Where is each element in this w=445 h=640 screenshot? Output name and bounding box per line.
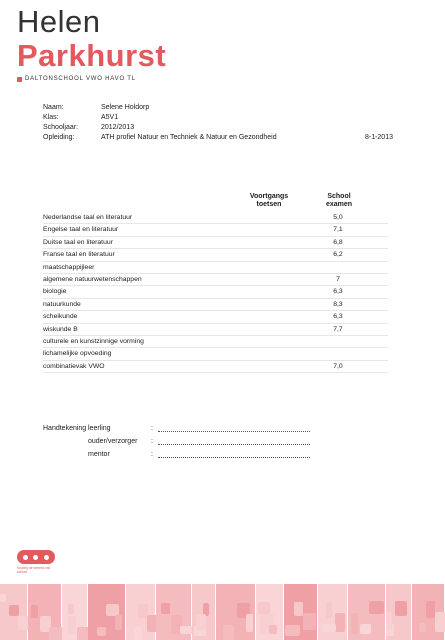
info-row (43, 103, 393, 113)
subject-name: biologie (43, 288, 67, 296)
table-row (43, 262, 388, 274)
dalton-dots-logo (17, 550, 55, 564)
table-row (43, 299, 388, 311)
school-grade: 6,3 (333, 288, 343, 296)
subtitle-text: DALTONSCHOOL VWO HAVO TL (25, 76, 136, 82)
signature-line (158, 431, 310, 432)
photo-strip (0, 576, 445, 640)
table-row (43, 311, 388, 323)
dot-icon (44, 555, 49, 560)
table-row (43, 324, 388, 336)
photo-thumbnail (386, 584, 412, 640)
signature-role: ouder/verzorger (88, 438, 138, 445)
info-row (43, 123, 393, 133)
logo-parkhurst: Parkhurst (17, 38, 167, 73)
school-subtitle (17, 76, 136, 82)
info-value: 2012/2013 (101, 124, 135, 131)
info-row (43, 113, 393, 123)
signature-section (43, 422, 323, 461)
logo-caption: Voorbij de wereld van school (17, 566, 51, 574)
table-row (43, 286, 388, 298)
table-row (43, 274, 388, 286)
school-grade: 5,0 (333, 214, 343, 221)
signature-role: leerling (88, 425, 111, 432)
subject-name: wiskunde B (43, 325, 78, 333)
photo-thumbnail (192, 584, 216, 640)
signature-row (43, 448, 323, 461)
school-grade: 7,7 (333, 325, 343, 333)
student-info (43, 103, 393, 143)
signature-title: Handtekening (43, 425, 87, 432)
subject-name: combinatievak VWO (43, 362, 105, 370)
signature-line (158, 457, 310, 458)
photo-thumbnail (156, 584, 192, 640)
table-row (43, 224, 388, 236)
signature-line (158, 444, 310, 445)
subject-name: culturele en kunstzinnige vorming (43, 337, 144, 345)
info-value: A5V1 (101, 114, 119, 121)
subject-name: Nederlandse taal en literatuur (43, 214, 133, 221)
table-row (43, 361, 388, 373)
photo-thumbnail (412, 584, 445, 640)
photo-thumbnail (318, 584, 348, 640)
info-value: ATH profiel Natuur en Techniek & Natuur en Gezondheid (101, 134, 277, 141)
signature-row (43, 435, 323, 448)
photo-thumbnail (348, 584, 386, 640)
photo-thumbnail (284, 584, 318, 640)
info-label: Opleiding: (43, 134, 75, 141)
photo-thumbnail (28, 584, 62, 640)
info-label: Klas: (43, 114, 59, 121)
subject-name: Duitse taal en literatuur (43, 238, 113, 246)
info-value: Selene Holdorp (101, 104, 150, 111)
signature-colon: : (151, 425, 153, 432)
photo-thumbnail (88, 584, 126, 640)
header-voortgangstoetsen: Voortgangs toetsen (249, 193, 289, 208)
table-row (43, 348, 388, 360)
signature-role: mentor (88, 451, 110, 458)
school-grade: 6,2 (333, 251, 343, 259)
table-row (43, 249, 388, 261)
table-row (43, 336, 388, 348)
school-grade: 6,8 (333, 238, 343, 246)
report-date: 8-1-2013 (364, 134, 393, 141)
info-label: Naam: (43, 104, 64, 111)
school-grade: 7,0 (333, 362, 343, 370)
subject-name: scheikunde (43, 313, 78, 321)
school-grade: 7 (336, 275, 340, 283)
subject-name: natuurkunde (43, 300, 81, 308)
square-bullet-icon (17, 77, 22, 82)
school-grade: 6,3 (333, 313, 343, 321)
photo-thumbnail (62, 584, 88, 640)
photo-thumbnail (126, 584, 156, 640)
info-row (43, 133, 393, 143)
dot-icon (23, 555, 28, 560)
subject-name: algemene natuurwetenschappen (43, 275, 142, 283)
subject-name: maatschappijleer (43, 263, 95, 271)
header-schoolexamen: School examen (325, 193, 353, 208)
subject-name: Franse taal en literatuur (43, 251, 115, 259)
dot-icon (33, 555, 38, 560)
signature-colon: : (151, 451, 153, 458)
photo-thumbnail (216, 584, 256, 640)
photo-thumbnail (0, 584, 28, 640)
photo-thumbnail (256, 584, 284, 640)
signature-row (43, 422, 323, 435)
subject-name: lichamelijke opvoeding (43, 350, 112, 358)
school-grade: 7,1 (333, 226, 343, 234)
signature-colon: : (151, 438, 153, 445)
subject-name: Engelse taal en literatuur (43, 226, 119, 234)
school-grade: 8,3 (333, 300, 343, 308)
logo-helen: Helen (17, 4, 101, 39)
grade-rows (43, 212, 388, 373)
info-label: Schooljaar: (43, 124, 79, 131)
table-row (43, 212, 388, 224)
table-row (43, 237, 388, 249)
